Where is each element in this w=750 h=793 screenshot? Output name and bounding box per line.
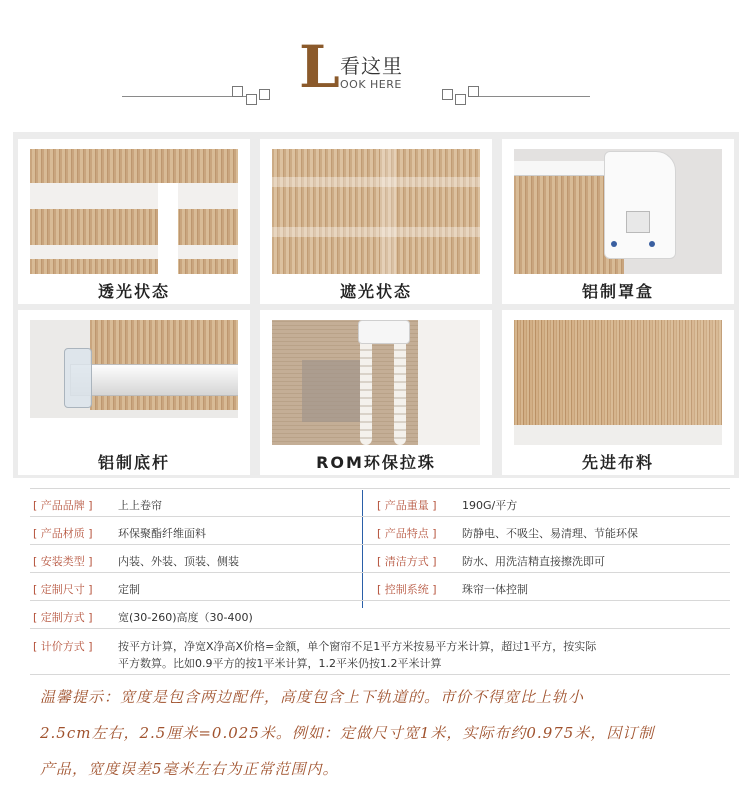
spec-divider — [30, 600, 730, 601]
deco-square — [455, 94, 466, 105]
bead-chain-photo — [272, 320, 480, 445]
spec-size-label: [ 定制尺寸 ] — [33, 583, 93, 596]
aluminum-cassette-photo — [514, 149, 722, 274]
spec-column-divider — [362, 490, 363, 608]
spec-control-value: 珠帘一体控制 — [462, 583, 528, 596]
fabric-photo — [514, 320, 722, 445]
gallery-card — [502, 139, 734, 304]
spec-clean-label: [ 清洁方式 ] — [377, 555, 437, 568]
header-big-letter: L — [299, 33, 340, 101]
spec-control-label: [ 控制系统 ] — [377, 583, 437, 596]
spec-features-value: 防静电、不吸尘、易清理、节能环保 — [462, 527, 638, 540]
spec-install-label: [ 安装类型 ] — [33, 555, 93, 568]
spec-divider — [30, 572, 730, 573]
tip-note-line3: 产品，宽度误差5毫米左右为正常范围内。 — [40, 760, 339, 778]
spec-price-line2: 平方数算。比如0.9平方的按1平米计算，1.2平米仍按1.2平米计算 — [118, 657, 442, 670]
header-line-left — [122, 96, 246, 97]
spec-material-label: [ 产品材质 ] — [33, 527, 93, 540]
spec-method-value: 宽(30-260)高度（30-400) — [118, 611, 253, 624]
gallery-card — [18, 310, 250, 475]
gallery-caption: 铝制罩盒 — [581, 282, 654, 301]
aluminum-bottom-bar-photo — [30, 320, 238, 445]
gallery-caption: 先进布料 — [581, 453, 654, 472]
header-title: 看这里 — [340, 54, 403, 78]
spec-method-label: [ 定制方式 ] — [33, 611, 93, 624]
spec-price-line1: 按平方计算，净宽X净高X价格=金额，单个窗帘不足1平方米按易平方米计算，超过1平方，按实际 — [118, 640, 597, 653]
spec-weight-label: [ 产品重量 ] — [377, 499, 437, 512]
spec-size-value: 定制 — [118, 583, 140, 596]
gallery-caption: 遮光状态 — [339, 282, 412, 301]
spec-divider — [30, 674, 730, 675]
deco-square — [259, 89, 270, 100]
gallery-caption: 铝制底杆 — [97, 453, 170, 472]
deco-square — [468, 86, 479, 97]
gallery-card — [260, 139, 492, 304]
gallery-card — [18, 139, 250, 304]
spec-price-label: [ 计价方式 ] — [33, 640, 93, 653]
header-line-right — [470, 96, 590, 97]
tip-note-line2: 2.5cm左右，2.5厘米=0.025米。例如：定做尺寸宽1米，实际布约0.975米，因订制 — [40, 724, 655, 742]
spec-brand-value: 上上卷帘 — [118, 499, 162, 512]
spec-brand-label: [ 产品品牌 ] — [33, 499, 93, 512]
gallery-card — [502, 310, 734, 475]
spec-material-value: 环保聚酯纤维面料 — [118, 527, 206, 540]
spec-clean-value: 防水、用洗洁精直接擦洗即可 — [462, 555, 605, 568]
deco-square — [246, 94, 257, 105]
product-gallery — [13, 132, 739, 478]
spec-install-value: 内装、外装、顶装、侧装 — [118, 555, 239, 568]
sheer-state-photo — [30, 149, 238, 274]
spec-features-label: [ 产品特点 ] — [377, 527, 437, 540]
gallery-card — [260, 310, 492, 475]
blackout-state-photo — [272, 149, 480, 274]
tip-note-line1: 温馨提示：宽度是包含两边配件，高度包含上下轨道的。市价不得宽比上轨小 — [40, 688, 585, 706]
spec-divider — [30, 544, 730, 545]
spec-divider — [30, 628, 730, 629]
spec-weight-value: 190G/平方 — [462, 499, 518, 512]
header-subtitle: OOK HERE — [340, 78, 402, 91]
spec-divider — [30, 488, 730, 489]
gallery-caption: 透光状态 — [97, 282, 170, 301]
deco-square — [442, 89, 453, 100]
spec-divider — [30, 516, 730, 517]
deco-square — [232, 86, 243, 97]
gallery-caption: ROM环保拉珠 — [316, 453, 436, 472]
